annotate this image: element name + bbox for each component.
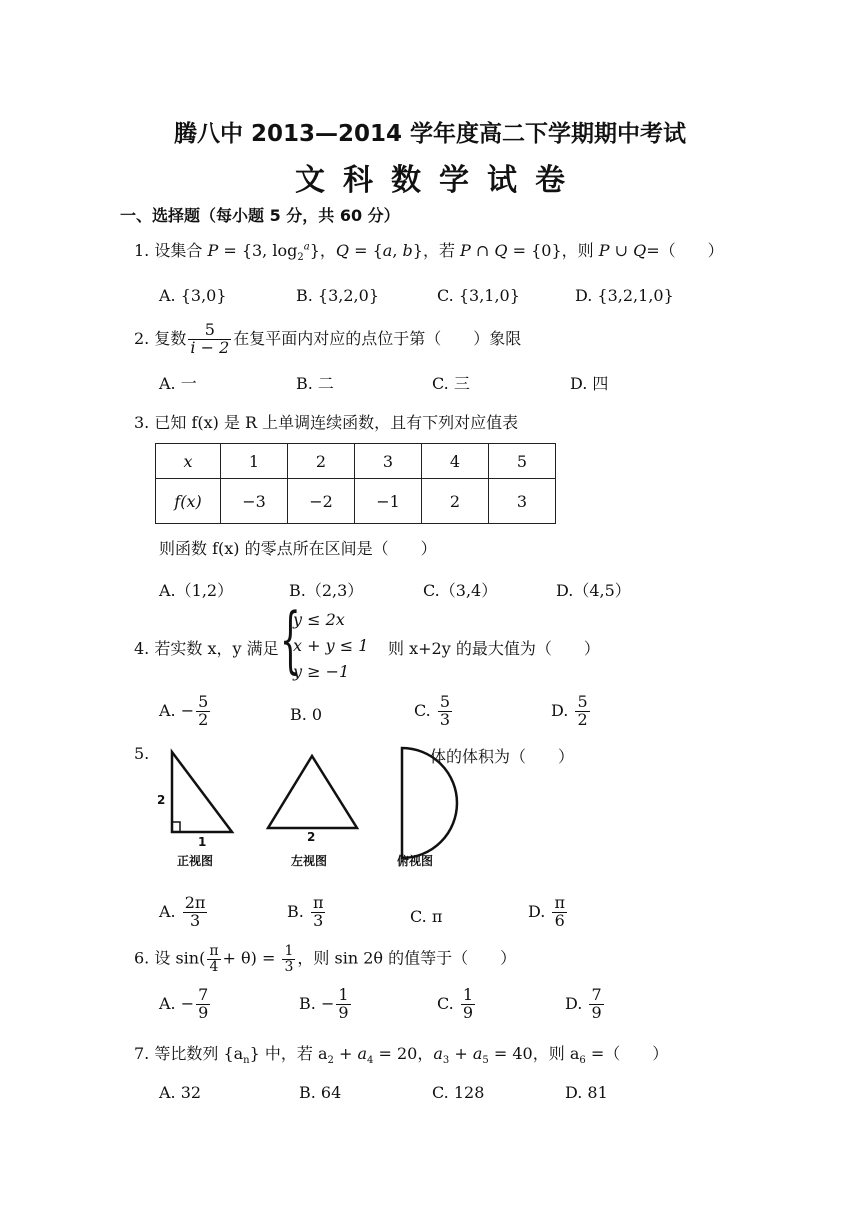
option-d: D. 四 [570, 374, 609, 393]
math-intersection: P ∩ Q = {0} [460, 241, 562, 260]
question-text: ， [319, 241, 336, 260]
constraint: y ≤ 2x [293, 610, 345, 629]
question-number: 3. [134, 413, 150, 432]
question-6 [134, 944, 516, 974]
top-view-label: 俯视图 [397, 854, 434, 868]
question-number: 6. [134, 948, 150, 968]
math-set-p: P = {3, $\log_2^a$} [207, 241, 320, 264]
table-cell: f(x) [156, 479, 221, 524]
fraction: $\frac{1}{3}$ [284, 943, 294, 975]
answer-blank: =（ ） [646, 241, 724, 260]
math-union: P ∪ Q [598, 241, 647, 260]
question-text: 已知 f(x) 是 R 上单调连续函数，且有下列对应值表 [154, 413, 519, 432]
option-d: D. {3,2,1,0} [575, 286, 674, 305]
option-d: D. $\frac{7}{9}$ [565, 985, 602, 1022]
section-heading: 一、选择题（每小题 5 分，共 60 分） [120, 206, 400, 225]
option-c: C. 三 [432, 374, 470, 393]
option-a: A. {3,0} [159, 286, 227, 305]
constraint: x + y ≤ 1 [293, 636, 369, 655]
option-c: C. $\frac{1}{9}$ [437, 985, 474, 1022]
question-text: 设集合 [154, 241, 203, 260]
question-2 [134, 322, 521, 357]
table-cell: −2 [288, 479, 355, 524]
top-view-semicircle [402, 748, 457, 858]
table-cell: 3 [355, 444, 422, 479]
table-cell: 1 [221, 444, 288, 479]
table-cell: 5 [489, 444, 556, 479]
dim-label-height: 2 [157, 793, 166, 807]
front-view-triangle [172, 752, 232, 832]
option-d: D. $\frac{5}{2}$ [551, 692, 588, 729]
option-a: A. − $\frac{7}{9}$ [159, 985, 209, 1022]
question-1 [134, 238, 724, 263]
table-cell: 4 [422, 444, 489, 479]
question-text: 等比数列 $\{a_n\}$ 中，若 a [154, 1044, 328, 1067]
question-number: 4. [134, 639, 150, 658]
option-d: D. $\frac{\pi}{6}$ [528, 893, 565, 930]
option-c: C. {3,1,0} [437, 286, 520, 305]
option-d: D.（4,5） [556, 581, 631, 600]
question-text: 若实数 x，y 满足 [154, 639, 279, 658]
constraint: y ≥ −1 [293, 662, 350, 681]
system-brace: { [280, 597, 301, 681]
question-5-number: 5. [134, 744, 150, 763]
option-c: C.（3,4） [423, 581, 498, 600]
option-a: A. 一 [159, 374, 197, 393]
question-3 [134, 410, 518, 433]
question-number: 7. [134, 1044, 150, 1063]
question-text: 复数 [154, 328, 187, 348]
question-text: 则 x+2y 的最大值为（ ） [388, 639, 600, 658]
option-b: B. 64 [299, 1083, 342, 1102]
exam-subtitle: 文科数学试卷 [295, 163, 583, 198]
table-cell: 3 [489, 479, 556, 524]
option-c: C. 128 [432, 1083, 485, 1102]
table-cell: x [156, 444, 221, 479]
question-text: 在复平面内对应的点位于第（ ）象限 [233, 328, 522, 348]
math-set-q: Q = {a, b} [335, 241, 423, 260]
option-a: A. 32 [159, 1083, 202, 1102]
front-view-label: 正视图 [177, 854, 214, 868]
table-row [156, 479, 556, 524]
dim-label-front-base: 1 [198, 835, 207, 849]
side-view-label: 左视图 [291, 854, 328, 868]
table-cell: 2 [288, 444, 355, 479]
option-b: B. {3,2,0} [296, 286, 379, 305]
option-b: B. 0 [290, 705, 323, 724]
table-cell: 2 [422, 479, 489, 524]
question-text: ，则 sin 2θ 的值等于（ ） [297, 948, 517, 968]
option-b: B. − $\frac{1}{9}$ [299, 985, 349, 1022]
exam-title: 腾八中 2013—2014 学年度高二下学期期中考试 [173, 121, 687, 147]
option-c: C. $\frac{5}{3}$ [414, 692, 451, 729]
question-7: 7. 等比数列 $\{a_n\}$ 中，若 $a_2 + a_4 = 20$，$a_3 + a_5 = 40$，则 $a_6$ =（ ） [134, 1044, 669, 1067]
question-text: ，则 [561, 241, 594, 260]
question-5-text: 体的体积为（ ） [430, 747, 575, 766]
question-text: ，若 [422, 241, 455, 260]
question-followup: 则函数 f(x) 的零点所在区间是（ ） [159, 539, 437, 558]
dim-label-side-base: 2 [307, 830, 316, 844]
table-cell: −1 [355, 479, 422, 524]
question-4 [134, 636, 279, 659]
side-view-triangle [268, 756, 357, 828]
option-a: A. $\frac{2\pi}{3}$ [159, 893, 206, 930]
value-table [155, 443, 556, 524]
question-number: 1. [134, 241, 150, 260]
option-d: D. 81 [565, 1083, 608, 1102]
option-b: B. 二 [296, 374, 334, 393]
table-row [156, 444, 556, 479]
question-number: 2. [134, 328, 150, 348]
option-a: A.（1,2） [159, 581, 234, 600]
option-b: B. $\frac{\pi}{3}$ [287, 893, 324, 930]
table-cell: −3 [221, 479, 288, 524]
option-c: C. π [410, 907, 443, 926]
option-a: A. − $\frac{5}{2}$ [159, 692, 209, 729]
question-text: + θ) = [222, 948, 276, 968]
fraction: $\frac{5}{i - 2}$ [190, 320, 230, 357]
question-text: 设 sin( [154, 948, 206, 968]
option-b: B.（2,3） [289, 581, 364, 600]
fraction: $\frac{\pi}{4}$ [209, 943, 219, 975]
